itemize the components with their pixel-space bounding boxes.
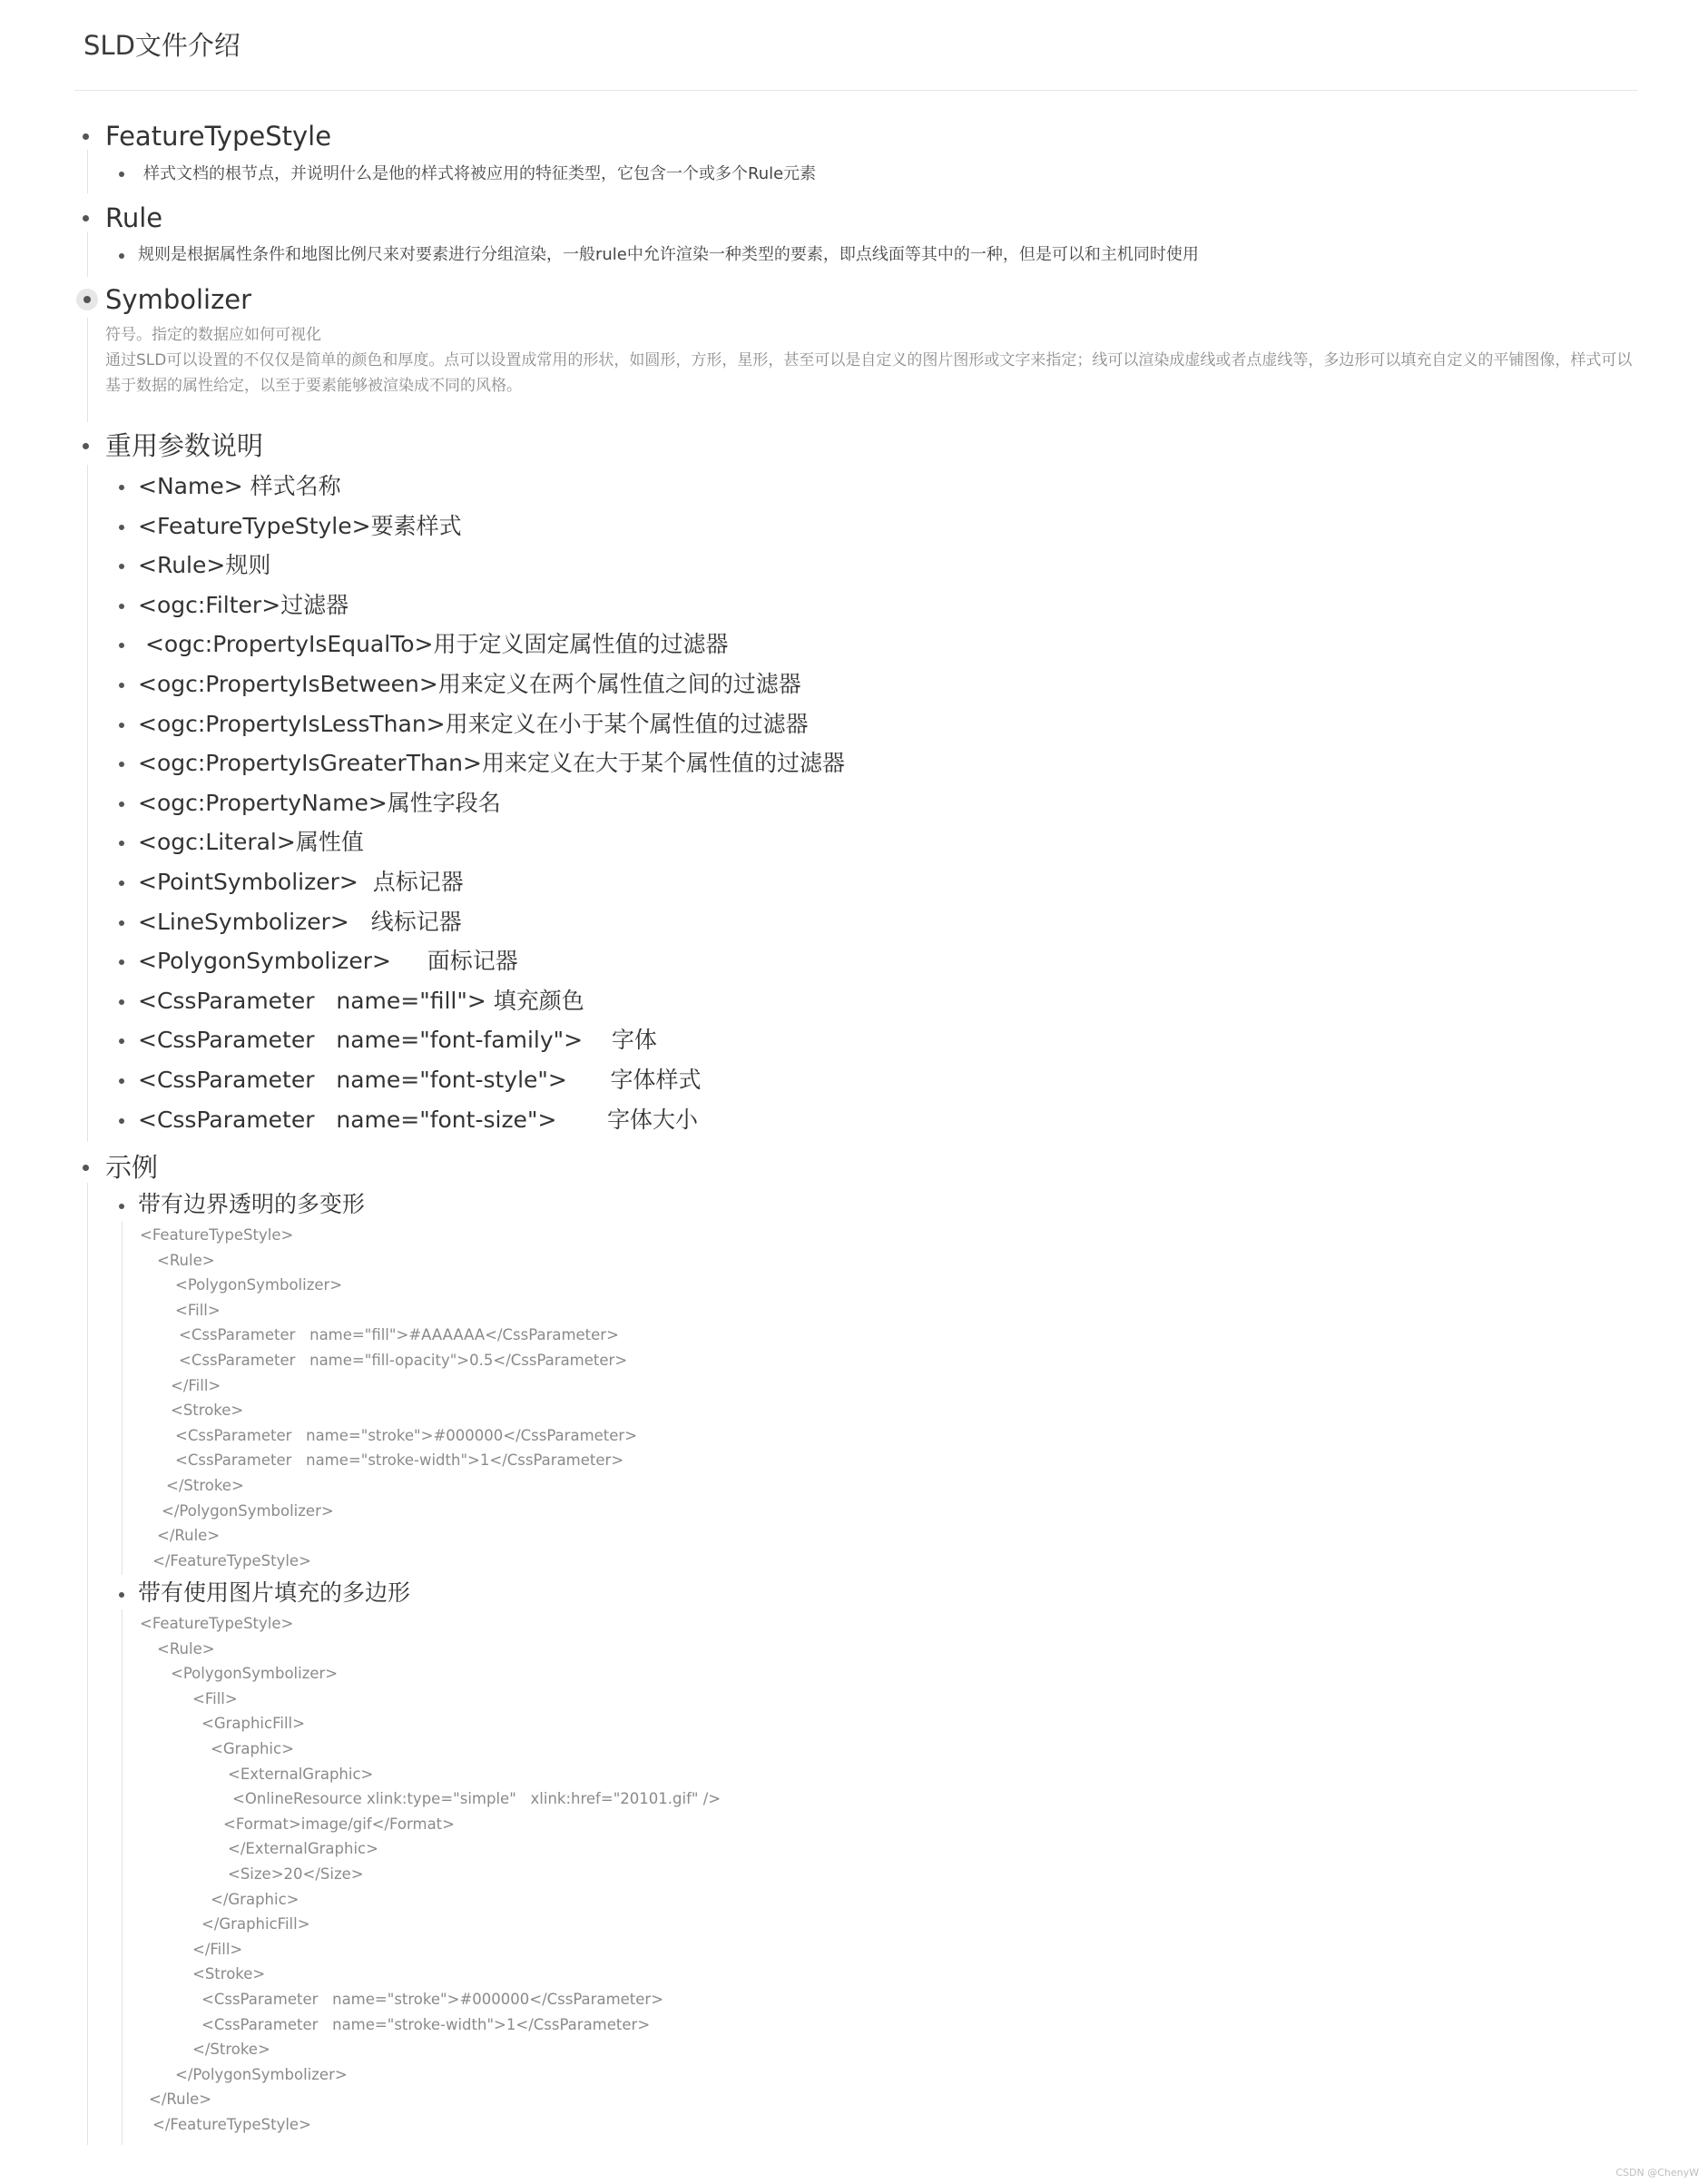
code-line: <Rule> — [157, 1639, 215, 1658]
page-title: SLD文件介绍 — [83, 30, 240, 61]
outline-guide-line — [87, 150, 88, 193]
section-heading: FeatureTypeStyle — [105, 121, 332, 152]
bullet — [119, 1038, 124, 1044]
param-item: <PolygonSymbolizer> 面标记器 — [138, 948, 518, 975]
bullet — [119, 643, 124, 648]
code-line: </FeatureTypeStyle> — [152, 1551, 311, 1569]
code-line: </Graphic> — [211, 1890, 299, 1908]
bullet — [119, 1592, 124, 1598]
bullet — [119, 959, 124, 965]
param-item: <ogc:PropertyName>属性字段名 — [138, 789, 501, 816]
code-line: <Stroke> — [171, 1402, 244, 1420]
code-line: <CssParameter name="stroke">#000000</CssParameter> — [201, 1991, 664, 2008]
code-line: </ExternalGraphic> — [228, 1840, 378, 1858]
code-line: <GraphicFill> — [201, 1715, 305, 1733]
bullet — [119, 1118, 124, 1124]
bullet — [119, 762, 124, 767]
param-item: <Rule>规则 — [138, 552, 271, 579]
bullet — [83, 443, 89, 449]
bullet — [119, 802, 124, 807]
param-item: <ogc:Literal>属性值 — [138, 829, 364, 856]
bullet — [83, 1165, 89, 1171]
param-item: <PointSymbolizer> 点标记器 — [138, 869, 464, 895]
bullet — [119, 172, 124, 177]
section-heading: Symbolizer — [105, 284, 252, 315]
code-line: </FeatureTypeStyle> — [152, 2116, 311, 2133]
param-item: <CssParameter name="fill"> 填充颜色 — [138, 987, 584, 1014]
example-title: 带有边界透明的多变形 — [138, 1191, 366, 1217]
bullet — [119, 920, 124, 926]
bullet — [119, 841, 124, 846]
param-item: <Name> 样式名称 — [138, 473, 341, 499]
section-description: 规则是根据属性条件和地图比例尺来对要素进行分组渲染，一般rule中允许渲染一种类型的要素，即点线面等其中的一种，但是可以和主机同时使用 — [138, 245, 1199, 264]
param-item: <ogc:PropertyIsGreaterThan>用来定义在大于某个属性值的过滤器 — [138, 750, 845, 777]
symbolizer-note-summary: 符号。指定的数据应如何可视化 — [105, 326, 321, 344]
bullet — [119, 564, 124, 569]
outline-guide-line — [87, 231, 88, 277]
code-line: </PolygonSymbolizer> — [162, 1501, 334, 1520]
bullet — [119, 1078, 124, 1084]
code-line: <CssParameter name="stroke">#000000</CssParameter> — [175, 1426, 638, 1444]
example-title: 带有使用图片填充的多边形 — [138, 1579, 411, 1606]
param-item: <ogc:Filter>过滤器 — [138, 591, 349, 618]
bullet — [119, 880, 124, 886]
code-line: <Graphic> — [211, 1740, 294, 1757]
bullet — [119, 723, 124, 728]
code-line: <Fill> — [175, 1301, 221, 1319]
param-item: <CssParameter name="font-style"> 字体样式 — [138, 1067, 702, 1093]
code-line: <CssParameter name="stroke-width">1</CssParameter> — [201, 2015, 651, 2033]
param-item: <ogc:PropertyIsBetween>用来定义在两个属性值之间的过滤器 — [138, 671, 801, 697]
active-bullet[interactable] — [76, 289, 98, 310]
code-line: </Rule> — [157, 1527, 221, 1545]
section-heading: 示例 — [105, 1152, 159, 1183]
code-line: </Fill> — [192, 1940, 243, 1958]
section-heading: 重用参数说明 — [105, 430, 264, 461]
code-line: <PolygonSymbolizer> — [171, 1665, 339, 1683]
code-line: <CssParameter name="fill">#AAAAAA</CssParameter> — [179, 1326, 619, 1344]
bullet — [119, 999, 124, 1005]
bullet — [119, 253, 124, 259]
code-line: <Stroke> — [192, 1965, 266, 1983]
bullet — [83, 215, 89, 221]
bullet — [119, 525, 124, 530]
param-item: <CssParameter name="font-family"> 字体 — [138, 1027, 657, 1054]
symbolizer-note-detail: 通过SLD可以设置的不仅仅是简单的颜色和厚度。点可以设置成常用的形状，如圆形，方形，星形，甚至可以是自定义的图片图形或文字来指定；线可以渲染成虚线或者点虚线等，多边形可以填充自定义的平铺图像，样式可以基于数据的属性给定，以至于要素能够被渲染成不同的风格。 — [105, 351, 1633, 395]
watermark: CSDN @ChenyW — [1615, 2167, 1699, 2179]
code-line: <Size>20</Size> — [228, 1865, 364, 1883]
outline-guide-line — [87, 465, 88, 1142]
outline-guide-line — [122, 1221, 123, 1575]
code-line: </Stroke> — [166, 1477, 244, 1494]
code-line: <CssParameter name="fill-opacity">0.5</CssParameter> — [179, 1352, 628, 1369]
code-line: <Fill> — [192, 1689, 238, 1707]
code-line: </GraphicFill> — [201, 1915, 310, 1933]
param-item: <ogc:PropertyIsEqualTo>用于定义固定属性值的过滤器 — [138, 631, 729, 658]
outline-guide-line — [87, 1183, 88, 2145]
code-line: <OnlineResource xlink:type="simple" xlink:href="20101.gif" /> — [232, 1790, 721, 1808]
code-line: <ExternalGraphic> — [228, 1765, 374, 1783]
param-item: <CssParameter name="font-size"> 字体大小 — [138, 1106, 699, 1133]
title-divider — [74, 90, 1637, 91]
outline-guide-line — [122, 1609, 123, 2145]
code-line: <FeatureTypeStyle> — [140, 1615, 294, 1632]
param-item: <LineSymbolizer> 线标记器 — [138, 908, 462, 935]
code-line: </Stroke> — [192, 2041, 270, 2059]
bullet — [83, 133, 89, 140]
code-line: <CssParameter name="stroke-width">1</CssParameter> — [175, 1451, 624, 1470]
code-line: <Format>image/gif</Format> — [223, 1815, 455, 1833]
code-line: </PolygonSymbolizer> — [175, 2065, 348, 2083]
code-line: <Rule> — [157, 1251, 215, 1269]
bullet — [119, 485, 124, 490]
code-line: <PolygonSymbolizer> — [175, 1276, 343, 1294]
code-line: </Rule> — [149, 2091, 212, 2109]
bullet — [119, 1204, 124, 1209]
param-item: <FeatureTypeStyle>要素样式 — [138, 512, 462, 539]
bullet — [119, 683, 124, 688]
code-line: </Fill> — [171, 1376, 221, 1394]
section-heading: Rule — [105, 202, 163, 233]
bullet — [119, 604, 124, 609]
param-item: <ogc:PropertyIsLessThan>用来定义在小于某个属性值的过滤器 — [138, 710, 809, 737]
outline-guide-line — [87, 318, 88, 422]
code-line: <FeatureTypeStyle> — [140, 1226, 294, 1244]
section-description: 样式文档的根节点，并说明什么是他的样式将被应用的特征类型，它包含一个或多个Rule元素 — [143, 164, 817, 183]
